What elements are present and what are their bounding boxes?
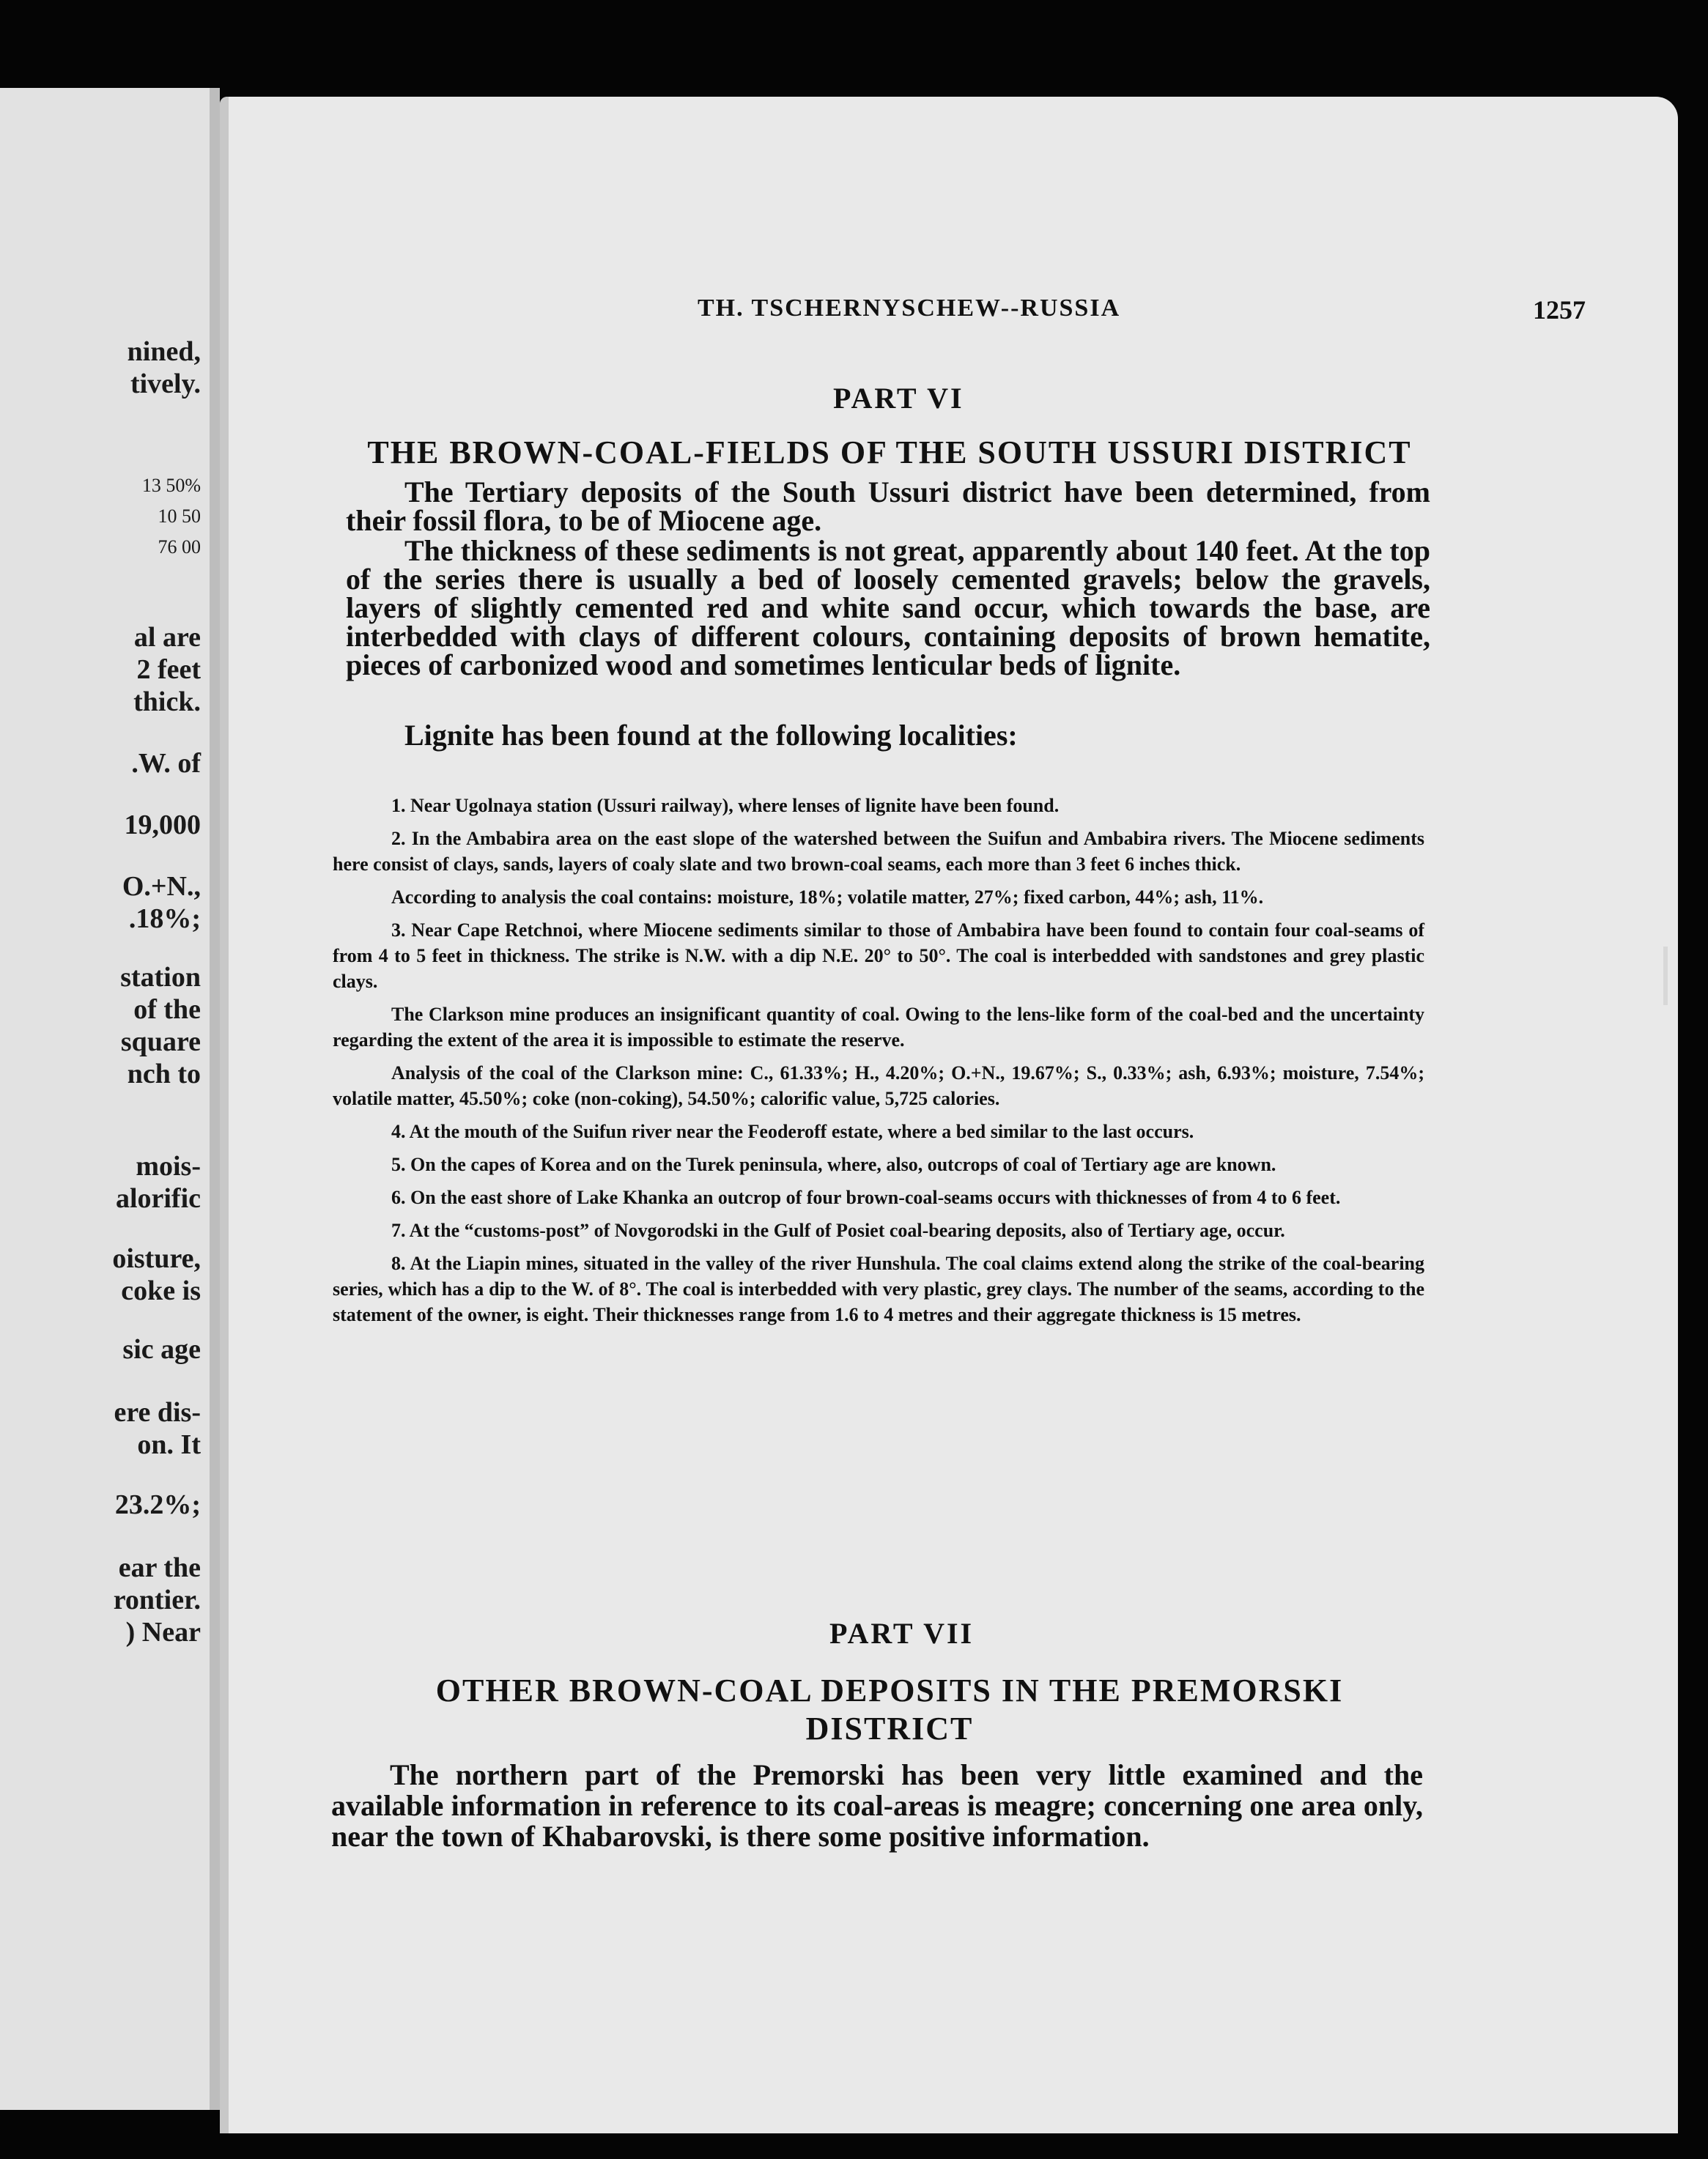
page-number: 1257: [1533, 295, 1586, 325]
part-6-label: PART VI: [833, 382, 964, 415]
facing-page-line: thick.: [133, 686, 201, 717]
facing-page-line: O.+N.,: [122, 871, 201, 902]
facing-page-line: 13 50%: [141, 475, 201, 496]
list-item: According to analysis the coal contains: moisture, 18%; volatile matter, 27%; fixed carbon, 44%; ash, 11%.: [391, 886, 1264, 908]
facing-page: [0, 88, 220, 2110]
list-item: 5. On the capes of Korea and on the Turek peninsula, where, also, outcrops of coal of Tertiary age are known.: [391, 1154, 1276, 1175]
intro-paragraph: Lignite has been found at the following localities:: [404, 719, 1018, 752]
list-item: The Clarkson mine produces an insignificant quantity of coal. Owing to the lens-like form of the coal-bed and the uncertainty regarding the extent of the area it is impossible to estimate the reserve.: [333, 1004, 1424, 1051]
facing-page-line: 2 feet: [136, 654, 201, 685]
facing-page-line: .W. of: [131, 748, 201, 779]
facing-page-line: rontier.: [113, 1585, 201, 1615]
facing-page-line: on. It: [137, 1429, 201, 1460]
facing-page-line: tively.: [130, 369, 201, 399]
intro-paragraph: The thickness of these sediments is not great, apparently about 140 feet. At the top of the series there is usually a bed of loosely cemented gravels; below the gravels, layers of slightly cemented red and white sand occur, which towards the base, are interbedded with clays of different colours, containing deposits of brown hematite, pieces of carbonized wood and sometimes lenticular beds of lignite.: [346, 534, 1430, 681]
facing-page-line: sic age: [122, 1334, 201, 1365]
facing-page-line: 19,000: [124, 810, 201, 840]
facing-page-line: ere dis-: [114, 1397, 201, 1428]
list-item: 4. At the mouth of the Suifun river near the Feoderoff estate, where a bed similar to the last occurs.: [391, 1121, 1194, 1142]
facing-page-line: oisture,: [112, 1243, 201, 1274]
part-7-paragraph: The northern part of the Premorski has been very little examined and the available information in reference to its coal-areas is meagre; concerning one area only, near the town of Khabarovski, is there some positive information.: [331, 1758, 1423, 1853]
list-item: 2. In the Ambabira area on the east slope of the watershed between the Suifun and Ambabira rivers. The Miocene sediments here consist of clays, sands, layers of coaly slate and two brown-coal seams, each more than 3 feet 6 inches thick.: [333, 828, 1424, 875]
part-7-title-line-2: DISTRICT: [805, 1711, 974, 1747]
list-item: Analysis of the coal of the Clarkson mine: C., 61.33%; H., 4.20%; O.+N., 19.67%; S., 0.33%; ash, 6.93%; moisture, 7.54%; volatile matter, 45.50%; coke (non-coking), 54.50%; calorific value, 5,725 calories.: [333, 1062, 1424, 1109]
part-7-label: PART VII: [829, 1617, 975, 1650]
localities-list: [333, 793, 1424, 1335]
facing-page-line: 23.2%;: [114, 1489, 201, 1520]
facing-page-line: station: [120, 962, 201, 993]
facing-page-line: .18%;: [128, 903, 201, 934]
intro-paragraph: The Tertiary deposits of the South Ussuri district have been determined, from their fossil flora, to be of Miocene age.: [346, 475, 1430, 537]
part-6-title: THE BROWN-COAL-FIELDS OF THE SOUTH USSURI DISTRICT: [367, 434, 1412, 470]
facing-page-edge: [210, 88, 220, 2110]
facing-page-line: of the: [133, 994, 201, 1025]
facing-page-line: mois-: [136, 1151, 201, 1182]
facing-page-line: 10 50: [158, 506, 201, 527]
list-item: 3. Near Cape Retchnoi, where Miocene sediments similar to those of Ambabira have been found to contain four coal-seams of from 4 to 5 feet in thickness. The strike is N.W. with a dip N.E. 20° to 50°. The coal is interbedded with sandstones and grey plastic clays.: [333, 919, 1424, 992]
facing-page-line: alorific: [115, 1183, 201, 1214]
facing-page-line: nch to: [127, 1059, 201, 1089]
scan-artifact: [1663, 947, 1668, 1005]
list-item: 8. At the Liapin mines, situated in the valley of the river Hunshula. The coal claims extend along the strike of the coal-bearing series, which has a dip to the W. of 8°. The coal is interbedded with very plastic, grey clays. The number of the seams, according to the statement of the owner, is eight. Their thicknesses range from 1.6 to 4 metres and their aggregate thickness is 15 metres.: [333, 1253, 1424, 1325]
gutter-shadow: [220, 97, 229, 2133]
facing-page-line: square: [120, 1026, 201, 1057]
facing-page-line: nined,: [127, 336, 201, 367]
running-head: TH. TSCHERNYSCHEW--RUSSIA: [698, 295, 1121, 322]
book-page: [220, 97, 1678, 2133]
facing-page-line: al are: [133, 622, 201, 653]
list-item: 1. Near Ugolnaya station (Ussuri railway), where lenses of lignite have been found.: [391, 795, 1060, 816]
facing-page-line: 76 00: [158, 536, 201, 558]
facing-page-line: ear the: [118, 1552, 201, 1583]
part-7-title-line-1: OTHER BROWN-COAL DEPOSITS IN THE PREMORSKI: [435, 1673, 1344, 1708]
facing-page-line: ) Near: [125, 1617, 201, 1648]
list-item: 6. On the east shore of Lake Khanka an outcrop of four brown-coal-seams occurs with thicknesses of from 4 to 6 feet.: [391, 1187, 1341, 1208]
list-item: 7. At the “customs-post” of Novgorodski in the Gulf of Posiet coal-bearing deposits, also of Tertiary age, occur.: [391, 1220, 1285, 1241]
facing-page-line: coke is: [121, 1275, 201, 1306]
